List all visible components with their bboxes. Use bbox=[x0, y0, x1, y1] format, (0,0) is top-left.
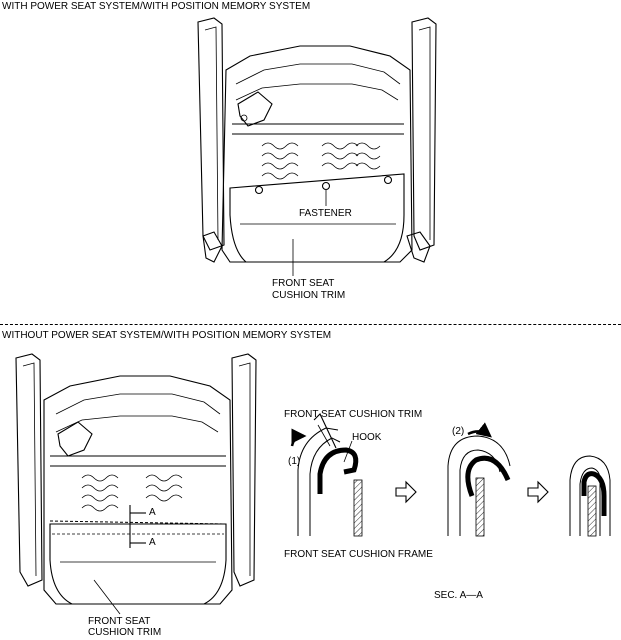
step-2-label: (2) bbox=[452, 426, 465, 437]
bottom-trim-label-line1: FRONT SEAT bbox=[88, 616, 151, 627]
section-mark-a-top: A bbox=[149, 507, 156, 518]
top-trim-label-line2: CUSHION TRIM bbox=[272, 290, 346, 301]
bottom-trim-label-line2: CUSHION TRIM bbox=[88, 627, 162, 638]
top-seat-illustration bbox=[198, 18, 436, 276]
section-mark-a-bottom: A bbox=[149, 537, 156, 548]
bottom-seat-illustration bbox=[16, 354, 256, 614]
section-detail bbox=[292, 414, 610, 536]
top-section-heading: WITH POWER SEAT SYSTEM/WITH POSITION MEMORY SYSTEM bbox=[2, 1, 311, 12]
bottom-section-heading: WITHOUT POWER SEAT SYSTEM/WITH POSITION MEMORY SYSTEM bbox=[2, 330, 332, 341]
fastener-label: FASTENER bbox=[299, 208, 352, 219]
detail-trim-label: FRONT SEAT CUSHION TRIM bbox=[284, 409, 423, 420]
top-trim-label-line1: FRONT SEAT bbox=[272, 278, 335, 289]
step-1-label: (1) bbox=[288, 456, 301, 467]
section-caption: SEC. A—A bbox=[434, 590, 483, 601]
frame-label: FRONT SEAT CUSHION FRAME bbox=[284, 549, 433, 560]
hook-label: HOOK bbox=[352, 432, 382, 443]
